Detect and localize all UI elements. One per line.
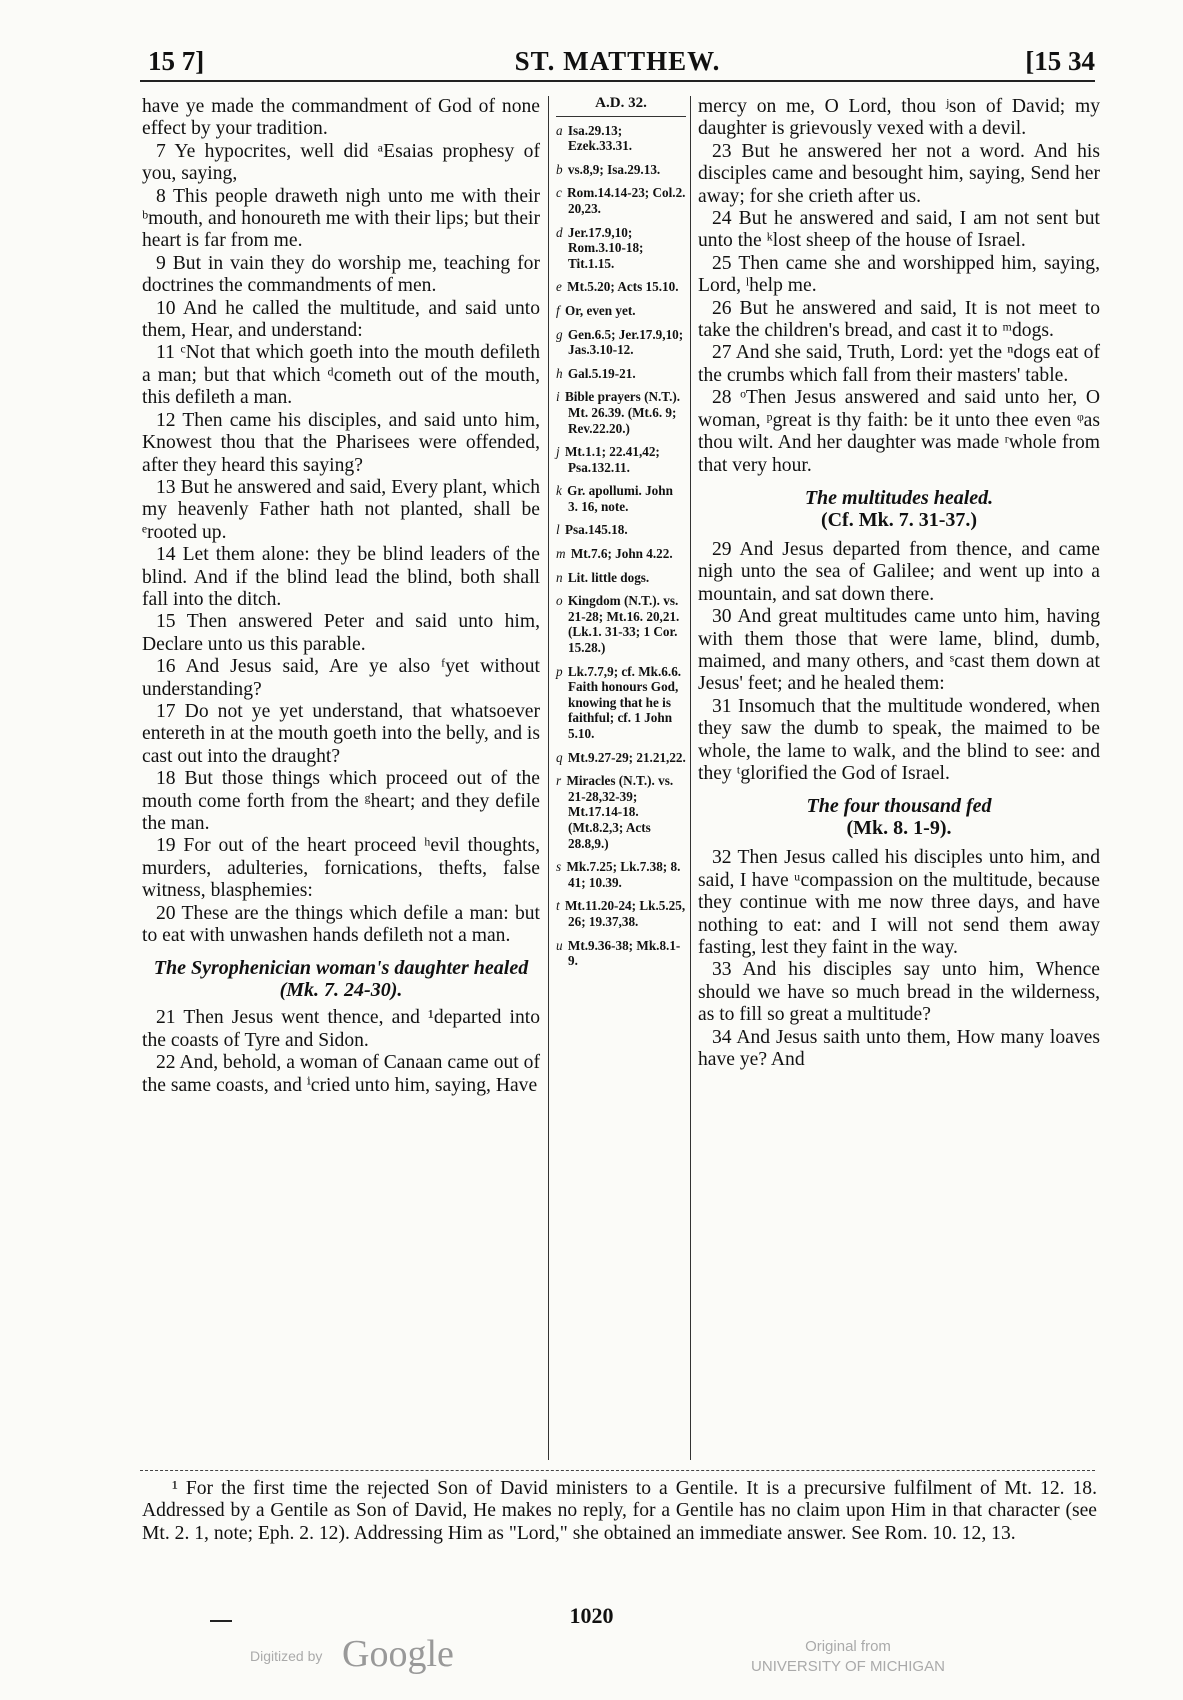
- right-verses-2: [698, 539, 1100, 785]
- reference-text: Mt.9.27-29; 21.21,22.: [567, 749, 686, 765]
- reference-text: Mt.9.36-38; Mk.8.1-9.: [567, 937, 681, 969]
- header-rule: [140, 80, 1095, 82]
- footnote-rule: [140, 1470, 1095, 1472]
- reference-letter: k: [556, 483, 562, 499]
- footnote: [142, 1478, 1097, 1545]
- reference-letter: m: [556, 546, 566, 562]
- reference-letter: o: [556, 593, 563, 609]
- reference-entry: [556, 327, 686, 358]
- verse-paragraph: 17 Do not ye yet understand, that whatsoever entereth in at the mouth goeth into the belly, and is cast out into the draught?: [142, 700, 540, 767]
- reference-text: Mt.1.1; 22.41,42; Psa.132.11.: [564, 444, 660, 475]
- reference-entry: [556, 483, 686, 514]
- verse-paragraph: 13 But he answered and said, Every plant, which my heavenly Father hath not planted, shall be ᵉrooted up.: [142, 476, 540, 543]
- reference-text: Gal.5.19-21.: [567, 365, 636, 381]
- reference-text: Gen.6.5; Jer.17.9,10; Jas.3.10-12.: [567, 326, 684, 358]
- right-verses: [698, 96, 1100, 477]
- google-logo: Google: [342, 1633, 454, 1675]
- verse-paragraph: 19 For out of the heart proceed ʰevil thoughts, murders, adulteries, fornications, thefts, false witness, blasphemies:: [142, 835, 540, 902]
- reference-letter: c: [556, 185, 562, 201]
- reference-text: Or, even yet.: [564, 302, 636, 318]
- reference-text: Isa.29.13; Ezek.33.31.: [567, 122, 633, 154]
- section-heading-multitudes: [698, 487, 1100, 531]
- verse-paragraph: have ye made the commandment of God of none effect by your tradition.: [142, 96, 540, 140]
- verse-paragraph: 27 And she said, Truth, Lord: yet the ⁿdogs eat of the crumbs which fall from their masters' table.: [698, 342, 1100, 386]
- verse-paragraph: 31 Insomuch that the multitude wondered, when they saw the dumb to speak, the maimed to be whole, the lame to walk, and the blind to see: and they ᵗglorified the God of Israel.: [698, 695, 1100, 784]
- verse-paragraph: 11 ᶜNot that which goeth into the mouth defileth a man; but that which ᵈcometh out of the mouth, this defileth a man.: [142, 342, 540, 409]
- verse-paragraph: 32 Then Jesus called his disciples unto him, and said, I have ᵘcompassion on the multitude, because they continue with me now three days, and have nothing to eat: and I will not send them away fasting, lest they faint in the way.: [698, 847, 1100, 958]
- header-verse-end: [15 34: [1025, 46, 1095, 76]
- reference-text: Bible prayers (N.T.). Mt. 26.39. (Mt.6. 9; Rev.22.20.): [564, 389, 681, 436]
- reference-letter: f: [556, 302, 560, 318]
- reference-column: [556, 96, 686, 977]
- reference-text: Mt.11.20-24; Lk.5.25, 26; 19.37,38.: [564, 898, 686, 929]
- reference-text: Miracles (N.T.). vs. 21-28,32-39; Mt.17.14-18. (Mt.8.2,3; Acts 28.8,9.): [566, 773, 674, 851]
- institution-name: UNIVERSITY OF MICHIGAN: [751, 1658, 945, 1675]
- reference-entry: [556, 225, 686, 272]
- original-from-label: [728, 1637, 968, 1677]
- reference-entry: [556, 366, 686, 382]
- reference-letter: d: [556, 224, 563, 240]
- original-from-text: Original from: [805, 1638, 891, 1655]
- left-verses-2: [142, 1007, 540, 1097]
- section-heading-multitudes-title: The multitudes healed.: [804, 486, 994, 509]
- reference-entry: [556, 444, 686, 475]
- verse-paragraph: 20 These are the things which defile a man: but to eat with unwashen hands defileth not a man.: [142, 902, 540, 947]
- reference-letter: b: [556, 161, 563, 177]
- reference-letter: i: [556, 389, 560, 405]
- verse-paragraph: mercy on me, O Lord, thou ʲson of David; my daughter is grievously vexed with a devil.: [698, 96, 1100, 140]
- verse-paragraph: 16 And Jesus said, Are ye also ᶠyet without understanding?: [142, 656, 540, 700]
- reference-letter: l: [556, 522, 560, 538]
- right-verses-3: [698, 847, 1100, 1071]
- digitized-by-label: Digitized by: [250, 1648, 323, 1664]
- reference-text: Mk.7.25; Lk.7.38; 8. 41; 10.39.: [566, 859, 681, 890]
- reference-letter: q: [556, 749, 563, 765]
- reference-text: Lk.7.7,9; cf. Mk.6.6. Faith honours God, knowing that he is faithful; cf. 1 John 5.10.: [567, 663, 682, 741]
- footnote-text: ¹ For the first time the rejected Son of David ministers to a Gentile. It is a precursive fulfilment of Mt. 12. 18. Addressed by a Gentile as Son of David, He makes no reply, for a Gentile has no claim upon Him in that character (see Mt. 2. 1, note; Eph. 2. 12). Addressing Him as "Lord," she obtained an immediate answer. See Rom. 10. 12, 13.: [142, 1478, 1097, 1544]
- reference-entry: [556, 664, 686, 742]
- reference-letter: g: [556, 326, 563, 342]
- reference-entry: [556, 593, 686, 655]
- reference-entry: [556, 522, 686, 538]
- reference-entry: [556, 185, 686, 216]
- reference-letter: u: [556, 937, 563, 953]
- reference-letter: t: [556, 898, 560, 914]
- verse-paragraph: 28 ᵒThen Jesus answered and said unto her, O woman, ᵖgreat is thy faith: be it unto thee even ᵠas thou wilt. And her daughter was made ʳwhole from that very hour.: [698, 387, 1100, 476]
- reference-text: Mt.7.6; John 4.22.: [570, 546, 673, 562]
- date-label: A.D. 32.: [556, 96, 686, 117]
- verse-paragraph: 12 Then came his disciples, and said unto him, Knowest thou that the Pharisees were offended, after they heard this saying?: [142, 409, 540, 476]
- reference-text: Jer.17.9,10; Rom.3.10-18; Tit.1.15.: [567, 224, 644, 271]
- verse-paragraph: 29 And Jesus departed from thence, and came nigh unto the sea of Galilee; and went up into a mountain, and sat down there.: [698, 538, 1100, 605]
- reference-letter: a: [556, 122, 563, 138]
- reference-list: [556, 123, 686, 969]
- header-verse-start: 15 7]: [148, 46, 205, 76]
- verse-paragraph: 9 But in vain they do worship me, teaching for doctrines the commandments of men.: [142, 252, 540, 297]
- page-title: ST. MATTHEW.: [514, 46, 721, 76]
- page-header: [140, 36, 1095, 76]
- reference-entry: [556, 279, 686, 295]
- reference-entry: [556, 773, 686, 851]
- verse-paragraph: 33 And his disciples say unto him, Whence should we have so much bread in the wilderness, as to fill so great a multitude?: [698, 959, 1100, 1026]
- section-heading-four-thousand-title: The four thousand fed: [806, 795, 992, 818]
- reference-entry: [556, 859, 686, 890]
- reference-entry: [556, 303, 686, 319]
- reference-entry: [556, 750, 686, 766]
- right-column: [698, 96, 1100, 1071]
- reference-letter: j: [556, 444, 560, 460]
- reference-letter: s: [556, 859, 562, 875]
- reference-entry: [556, 570, 686, 586]
- section-heading-syrophenician: The Syrophenician woman's daughter healed (Mk. 7. 24-30).: [153, 957, 529, 1002]
- section-heading-four-thousand-ref: (Mk. 8. 1-9).: [846, 817, 952, 840]
- reference-letter: p: [556, 663, 563, 679]
- verse-paragraph: 24 But he answered and said, I am not sent but unto the ᵏlost sheep of the house of Israel.: [698, 208, 1100, 252]
- reference-letter: h: [556, 365, 563, 381]
- reference-letter: n: [556, 569, 563, 585]
- verse-paragraph: 26 But he answered and said, It is not meet to take the children's bread, and cast it to ᵐdogs.: [698, 297, 1100, 342]
- reference-entry: [556, 123, 686, 154]
- reference-text: Psa.145.18.: [564, 522, 628, 538]
- section-heading-four-thousand: [698, 795, 1100, 839]
- verse-paragraph: 21 Then Jesus went thence, and ¹departed into the coasts of Tyre and Sidon.: [142, 1007, 540, 1051]
- reference-text: vs.8,9; Isa.29.13.: [567, 161, 661, 177]
- verse-paragraph: 8 This people draweth nigh unto me with their ᵇmouth, and honoureth me with their lips; but their heart is far from me.: [142, 185, 540, 252]
- verse-paragraph: 34 And Jesus saith unto them, How many loaves have ye? And: [698, 1026, 1100, 1071]
- reference-letter: r: [556, 773, 562, 789]
- verse-paragraph: 14 Let them alone: they be blind leaders of the blind. And if the blind lead the blind, both shall fall into the ditch.: [142, 544, 540, 610]
- verse-paragraph: 22 And, behold, a woman of Canaan came out of the same coasts, and ⁱcried unto him, saying, Have: [142, 1052, 540, 1096]
- column-divider-right: [690, 96, 691, 1460]
- verse-paragraph: 7 Ye hypocrites, well did ᵃEsaias prophesy of you, saying,: [142, 140, 540, 185]
- reference-entry: [556, 898, 686, 929]
- reference-entry: [556, 938, 686, 969]
- reference-entry: [556, 389, 686, 436]
- reference-letter: e: [556, 279, 562, 295]
- reference-text: Gr. apollumi. John 3. 16, note.: [567, 483, 673, 514]
- reference-text: Lit. little dogs.: [567, 569, 650, 585]
- verse-paragraph: 18 But those things which proceed out of the mouth come forth from the ᵍheart; and they defile the man.: [142, 768, 540, 834]
- verse-paragraph: 30 And great multitudes came unto him, having with them those that were lame, blind, dumb, maimed, and many others, and ˢcast them down at Jesus' feet; and he healed them:: [698, 606, 1100, 695]
- reference-text: Mt.5.20; Acts 15.10.: [567, 279, 679, 295]
- verse-paragraph: 10 And he called the multitude, and said unto them, Hear, and understand:: [142, 297, 540, 342]
- left-column: [142, 96, 540, 1097]
- column-divider-left: [548, 96, 549, 1460]
- verse-paragraph: 23 But he answered her not a word. And his disciples came and besought him, saying, Send her away; for she crieth after us.: [698, 140, 1100, 207]
- verse-paragraph: 25 Then came she and worshipped him, saying, Lord, ˡhelp me.: [698, 252, 1100, 297]
- ink-mark: [210, 1620, 232, 1622]
- section-heading-multitudes-ref: (Cf. Mk. 7. 31-37.): [820, 508, 978, 531]
- reference-text: Rom.14.14-23; Col.2. 20,23.: [567, 185, 686, 216]
- left-verses: [142, 96, 540, 947]
- page-number: 1020: [569, 1603, 614, 1628]
- verse-paragraph: 15 Then answered Peter and said unto him, Declare unto us this parable.: [142, 611, 540, 655]
- reference-entry: [556, 162, 686, 178]
- reference-entry: [556, 546, 686, 562]
- reference-text: Kingdom (N.T.). vs. 21-28; Mt.16. 20,21. (Lk.1. 31-33; 1 Cor. 15.28.): [567, 593, 680, 656]
